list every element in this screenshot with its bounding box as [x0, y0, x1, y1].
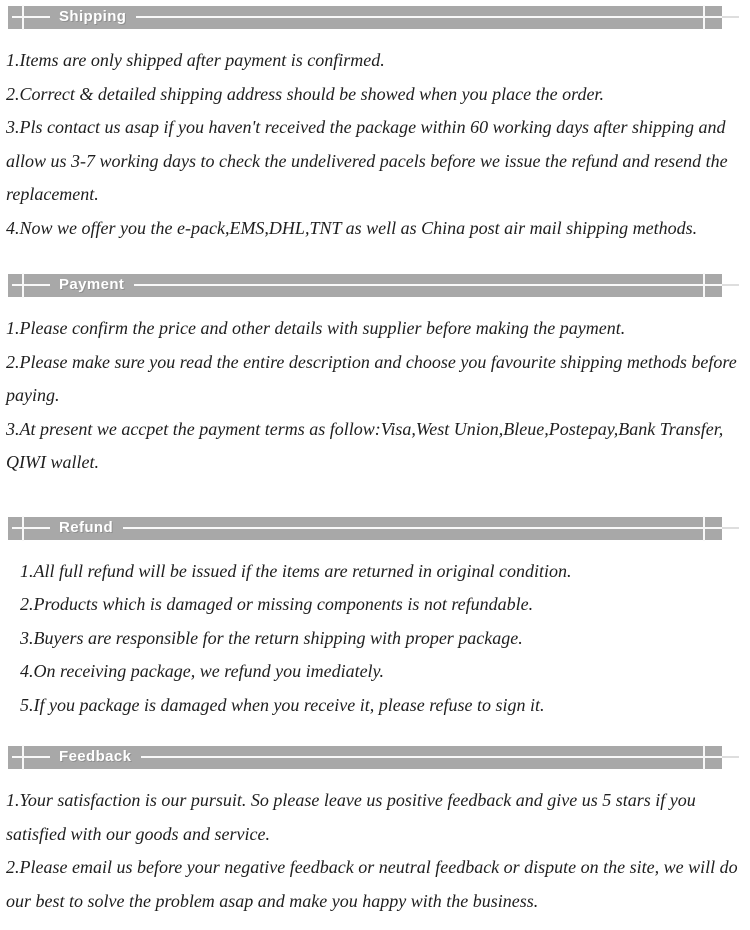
policy-item: 4.On receiving package, we refund you imediately.: [20, 661, 385, 681]
policy-item: 1.Please confirm the price and other details with supplier before making the payment.: [6, 318, 626, 338]
policy-item: 4.Now we offer you the e-pack,EMS,DHL,TNT as well as China post air mail shipping methods.: [6, 217, 698, 238]
header-left-divider-line: [22, 745, 24, 770]
header-right-divider-line: [703, 5, 705, 30]
section-header-bar: [8, 746, 722, 769]
section-title: Refund: [50, 519, 123, 538]
header-left-divider-line: [22, 516, 24, 541]
section-feedback: [0, 746, 750, 918]
section-payment: [0, 274, 750, 480]
section-body: [0, 297, 750, 480]
section-title: Shipping: [50, 8, 136, 27]
policy-item: 3.Pls contact us asap if you haven't received the package within 60 working days after shipping and allow us 3-7 working days to check the undelivered pacels before we issue the refund and resend the replacement.: [6, 117, 728, 204]
section-body: [0, 769, 750, 918]
policy-item: 3.Buyers are responsible for the return shipping with proper package.: [20, 627, 523, 648]
header-left-divider-line: [22, 5, 24, 30]
policy-item: 2.Products which is damaged or missing components is not refundable.: [20, 594, 534, 614]
section-body: [0, 29, 750, 245]
header-right-divider-line: [703, 273, 705, 298]
section-header-bar: [8, 274, 722, 297]
policy-item: 1.Items are only shipped after payment is confirmed.: [6, 50, 385, 70]
section-header-bar: [8, 6, 722, 29]
section-shipping: [0, 6, 750, 245]
section-refund: [0, 517, 750, 723]
header-left-divider-line: [22, 273, 24, 298]
header-right-divider-line: [703, 745, 705, 770]
section-header-bar: [8, 517, 722, 540]
policy-item: 5.If you package is damaged when you receive it, please refuse to sign it.: [20, 694, 545, 715]
policy-item: 1.Your satisfaction is our pursuit. So please leave us positive feedback and give us 5 stars if you satisfied with our goods and service.: [6, 790, 696, 844]
policy-item: 2.Please make sure you read the entire description and choose you favourite shipping methods before paying.: [6, 351, 737, 405]
policy-item: 2.Please email us before your negative feedback or neutral feedback or dispute on the site, we will do our best to solve the problem asap and make you happy with the business.: [6, 857, 738, 911]
section-body: [0, 540, 750, 723]
section-title: Payment: [50, 276, 134, 295]
policy-item: 2.Correct & detailed shipping address should be showed when you place the order.: [6, 83, 604, 104]
header-right-divider-line: [703, 516, 705, 541]
policy-item: 3.At present we accpet the payment terms as follow:Visa,West Union,Bleue,Postepay,Bank Transfer, QIWI wallet.: [6, 418, 724, 472]
policy-item: 1.All full refund will be issued if the items are returned in original condition.: [20, 560, 572, 581]
section-title: Feedback: [50, 748, 141, 767]
